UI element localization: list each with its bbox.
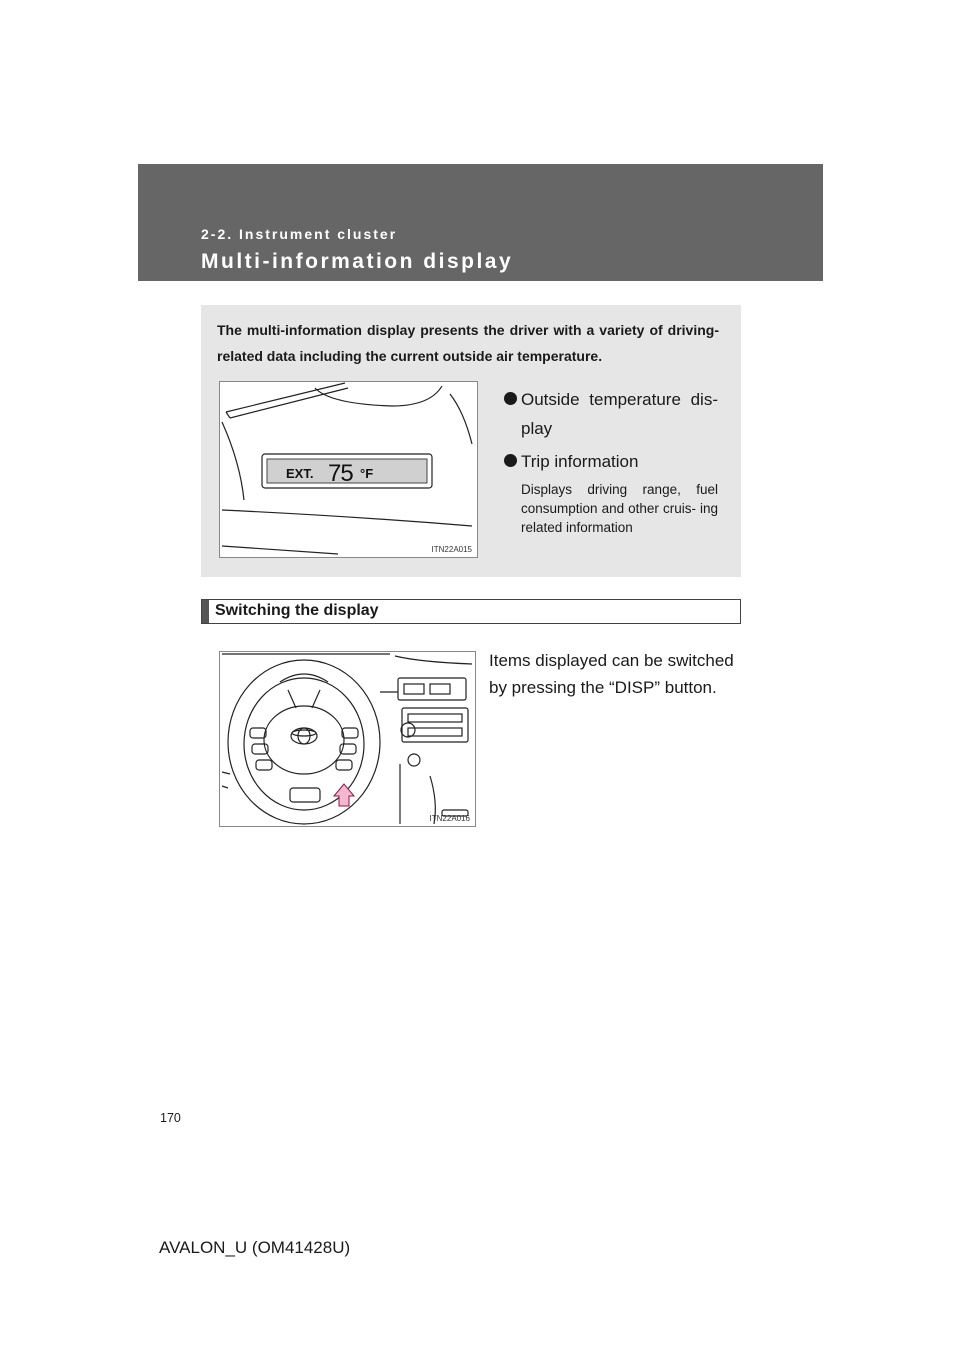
section-heading-text: Switching the display [215,602,379,619]
header-band [138,164,823,281]
display-temp-unit: °F [360,466,374,481]
bullet-title: Trip information [521,452,639,471]
instrument-display-figure [219,381,478,558]
figure-code: ITN22A015 [431,545,472,554]
section-label: 2-2. Instrument cluster [201,226,398,242]
steering-wheel-figure [219,651,476,827]
bullet-item [504,447,718,476]
bullet-icon [504,454,517,467]
steering-wheel-illustration [220,652,475,826]
intro-box [201,305,741,577]
bullet-item [504,385,718,443]
bullet-icon [504,392,517,405]
bullet-description: Displays driving range, fuel consumption and other cruis- ing related information [521,482,718,535]
instrument-display-illustration [220,382,477,557]
display-ext-label: EXT. [286,466,314,481]
display-temp-value: 75 [328,460,353,487]
page-title: Multi-information display [201,250,514,273]
bullet-list [504,385,718,537]
document-code: AVALON_U (OM41428U) [159,1238,351,1257]
heading-bar [202,600,209,623]
intro-text: The multi-information display presents the driver with a variety of driving-related data including the current outside air temperature. [217,322,719,364]
page-number: 170 [160,1111,181,1125]
section-heading [201,599,741,624]
bullet-text-continued: play [521,419,553,438]
arrow-icon [334,784,354,806]
switching-description: Items displayed can be switched by pressing the “DISP” button. [489,651,734,697]
bullet-text: Outside temperature dis- [521,390,718,409]
figure-code: ITN22A016 [429,814,470,823]
